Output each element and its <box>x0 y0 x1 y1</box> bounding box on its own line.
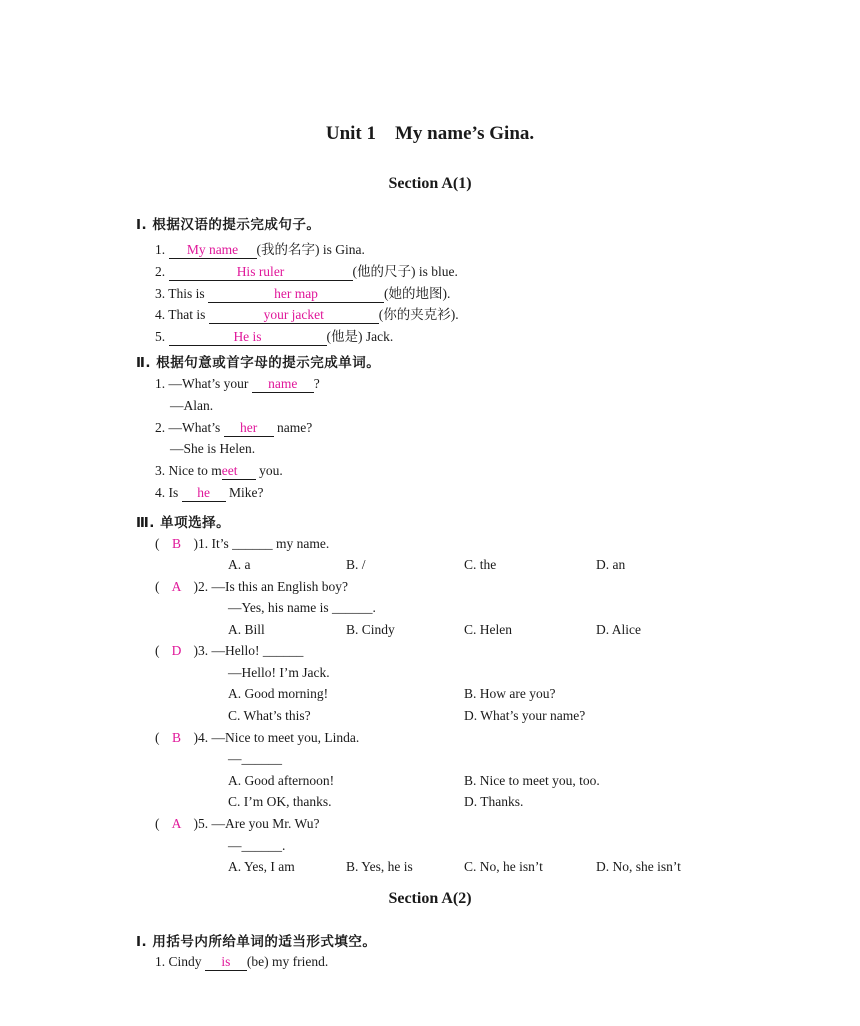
mc-question-2-line2: —Yes, his name is ______. <box>228 600 376 615</box>
page-title: Unit 1 My name’s Gina. <box>325 123 535 144</box>
option-b[interactable]: B. Cindy <box>346 622 395 637</box>
part1-item-2: 2. His ruler (他的尺子) is blue. <box>155 264 458 279</box>
option-c[interactable]: C. What’s this? <box>228 708 311 723</box>
part1-item-1: 1. My name (我的名字) is Gina. <box>155 242 365 257</box>
answer-blank[interactable]: he <box>182 486 226 502</box>
part2-heading: Ⅱ. 根据句意或首字母的提示完成单词。 <box>136 355 381 371</box>
option-b[interactable]: B. / <box>346 557 366 572</box>
mc-answer[interactable]: B <box>171 536 181 551</box>
option-a[interactable]: A. Yes, I am <box>228 859 295 874</box>
mc-question-4: ( B )4. —Nice to meet you, Linda. <box>155 730 360 745</box>
part4-heading: Ⅰ. 用括号内所给单词的适当形式填空。 <box>136 934 377 950</box>
option-d[interactable]: D. No, she isn’t <box>596 859 681 874</box>
mc-question-2: ( A )2. —Is this an English boy? <box>155 579 348 594</box>
option-b[interactable]: B. How are you? <box>464 686 556 701</box>
mc-answer[interactable]: A <box>171 816 182 831</box>
option-a[interactable]: A. Good afternoon! <box>228 773 335 788</box>
section-heading-a2: Section A(2) <box>388 890 472 907</box>
part1-item-4: 4. That is your jacket (你的夹克衫). <box>155 307 459 322</box>
mc-question-1: ( B )1. It’s ______ my name. <box>155 536 330 551</box>
option-b[interactable]: B. Nice to meet you, too. <box>464 773 600 788</box>
answer-blank[interactable]: your jacket <box>209 308 379 324</box>
part2-item-1-reply: —Alan. <box>170 398 214 413</box>
answer-blank[interactable]: His ruler <box>169 265 353 281</box>
mc-question-4-line2: —______ <box>228 751 282 766</box>
answer-blank[interactable]: eet <box>222 464 256 480</box>
option-a[interactable]: A. Good morning! <box>228 686 329 701</box>
part2-item-1: 1. —What’s your name ? <box>155 376 320 391</box>
mc-question-3-line2: —Hello! I’m Jack. <box>228 665 330 680</box>
part3-heading: Ⅲ. 单项选择。 <box>136 515 231 531</box>
option-c[interactable]: C. the <box>464 557 497 572</box>
section-heading-a1: Section A(1) <box>388 175 472 192</box>
mc-answer[interactable]: B <box>171 730 181 745</box>
part2-item-2: 2. —What’s her name? <box>155 420 313 435</box>
option-c[interactable]: C. I’m OK, thanks. <box>228 794 332 809</box>
answer-blank[interactable]: My name <box>169 243 257 259</box>
option-d[interactable]: D. an <box>596 557 626 572</box>
option-d[interactable]: D. Thanks. <box>464 794 524 809</box>
part2-item-2-reply: —She is Helen. <box>170 441 256 456</box>
answer-blank[interactable]: He is <box>169 330 327 346</box>
part1-item-5: 5. He is (他是) Jack. <box>155 329 394 344</box>
answer-blank[interactable]: her map <box>208 287 384 303</box>
mc-answer[interactable]: A <box>171 579 182 594</box>
mc-question-3: ( D )3. —Hello! ______ <box>155 643 304 658</box>
option-c[interactable]: C. No, he isn’t <box>464 859 543 874</box>
mc-question-5: ( A )5. —Are you Mr. Wu? <box>155 816 320 831</box>
answer-blank[interactable]: is <box>205 955 247 971</box>
mc-question-5-line2: —______. <box>228 838 286 853</box>
answer-blank[interactable]: her <box>224 421 274 437</box>
part2-item-3: 3. Nice to meet you. <box>155 463 283 478</box>
option-b[interactable]: B. Yes, he is <box>346 859 413 874</box>
mc-answer[interactable]: D <box>171 643 182 658</box>
part1-item-3: 3. This is her map (她的地图). <box>155 286 451 301</box>
option-d[interactable]: D. Alice <box>596 622 641 637</box>
part4-item-1: 1. Cindy is (be) my friend. <box>155 954 329 969</box>
option-a[interactable]: A. a <box>228 557 251 572</box>
option-a[interactable]: A. Bill <box>228 622 265 637</box>
part2-item-4: 4. Is he Mike? <box>155 485 264 500</box>
answer-blank[interactable]: name <box>252 377 314 393</box>
part1-heading: Ⅰ. 根据汉语的提示完成句子。 <box>136 217 321 233</box>
option-c[interactable]: C. Helen <box>464 622 512 637</box>
option-d[interactable]: D. What’s your name? <box>464 708 586 723</box>
